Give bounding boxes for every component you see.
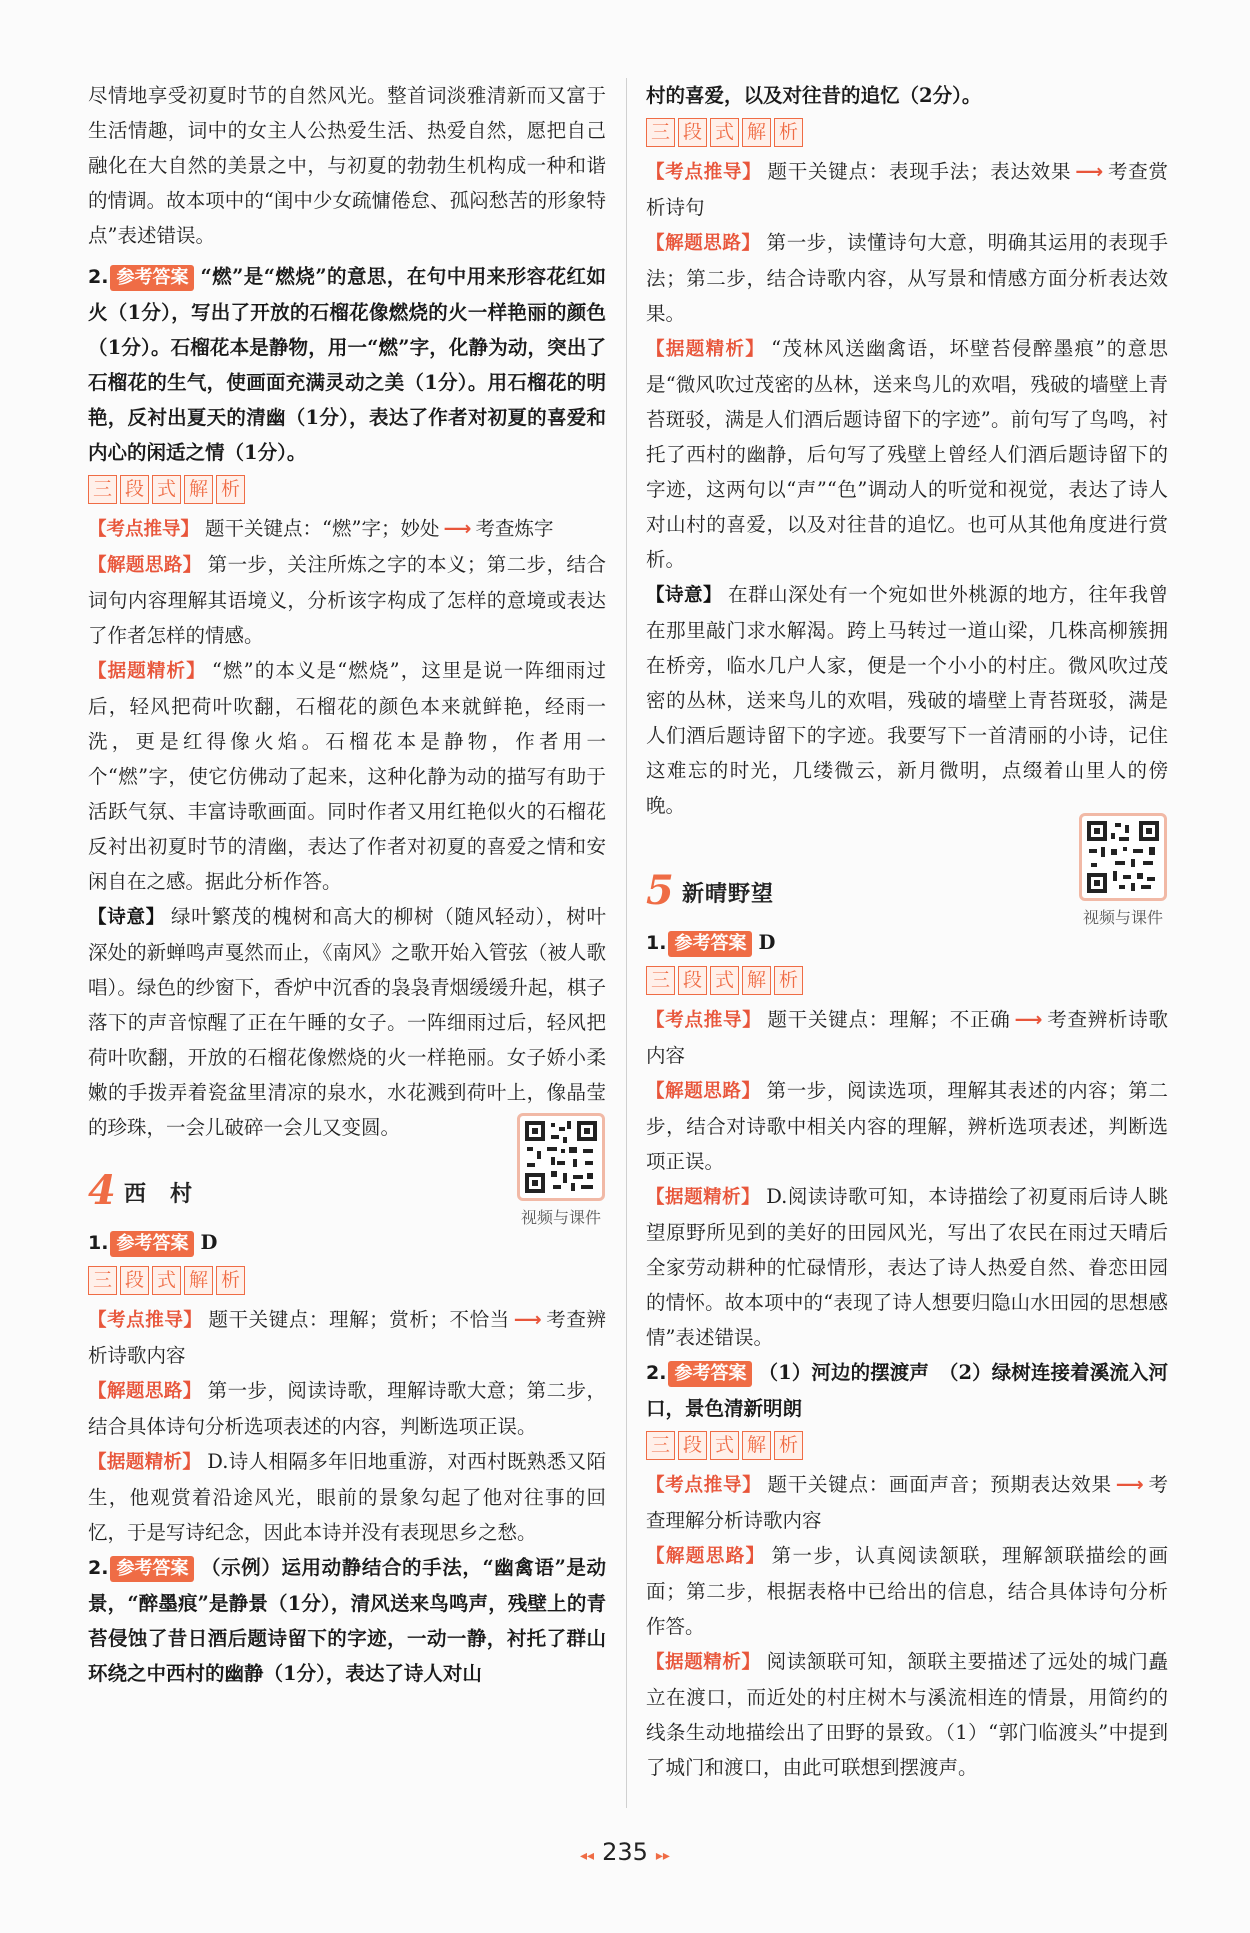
three-step-analysis-badge: 三 段 式 解 析 [88,475,606,504]
section-number: 4 [88,1167,116,1214]
s4-q2-jingxi: 【据题精析】 “茂林风送幽禽语，坏壁苔侵醉墨痕”的意思是“微风吹过茂密的丛林，送来鸟儿的欢唱，残破的墙壁上青苔斑驳，满是人们酒后题诗留下的字迹”。前句写了鸟鸣，衬托了西村的幽静，后句写了残壁上曾经人们酒后题诗留下的字迹，这两句以“声”“色”调动人的听觉和视觉，表达了诗人对山村的喜爱，以及对往昔的追忆。也可从其他角度进行赏析。 [646,337,1168,571]
s5-q1-jieti: 【解题思路】 第一步，阅读选项，理解其表述的内容；第二步，结合对诗歌中相关内容的理解，辨析选项表述，判断选项正误。 [646,1079,1168,1173]
qr-code-block[interactable] [516,1113,606,1228]
section-title: 新晴野望 [682,882,775,907]
s4-q2-kaodian: 【考点推导】 题干关键点：表现手法；表达效果 ⟶ 考查赏析诗句 [646,160,1168,219]
s5-q2-jingxi: 【据题精析】 阅读颔联可知，颔联主要描述了远处的城门矗立在渡口，而近处的村庄树木与溪流相连的情景，用简约的线条生动地描绘出了田野的景致。（1）“郭门临渡头”中提到了城门和渡口，由此可联想到摆渡声。 [646,1650,1168,1779]
q2-answer: 2. 参考答案 “燃”是“燃烧”的意思，在句中用来形容花红如火（1分），写出了开放的石榴花像燃烧的火一样艳丽的颜色（1分）。石榴花本是静物，用一“燃”字，化静为动，突出了石榴花的生气，使画面充满灵动之美（1分）。用石榴花的明艳，反衬出夏天的清幽（1分），表达了作者对初夏的喜爱和内心的闲适之情（1分）。 [88,265,606,464]
s5-q1-jingxi: 【据题精析】 D.阅读诗歌可知，本诗描绘了初夏雨后诗人眺望原野所见到的美好的田园风光，写出了农民在雨过天晴后全家劳动耕种的忙碌情形，表达了诗人热爱自然、眷恋田园的情怀。故本项中的“表现了诗人想要归隐山水田园的思想感情”表述错误。 [646,1185,1168,1349]
left-chevron-icon: ◂◂ [580,1848,595,1864]
section-4-header [88,1163,606,1225]
section-5-header [646,863,1168,925]
intro-paragraph: 尽情地享受初夏时节的自然风光。整首词淡雅清新而又富于生活情趣，词中的女主人公热爱生活、热爱自然，愿把自己融化在大自然的美景之中，与初夏的勃勃生机构成一种和谐的情调。故本项中的“闺中少女疏慵倦怠、孤闷愁苦的形象特点”表述错误。 [88,84,606,247]
s5-q2-kaodian: 【考点推导】 题干关键点：画面声音；预期表达效果 ⟶ 考查理解分析诗歌内容 [646,1473,1168,1532]
q2-jingxi: 【据题精析】 “燃”的本义是“燃烧”，这里是说一阵细雨过后，轻风把荷叶吹翻，石榴花的颜色本来就鲜艳，经雨一洗，更是红得像火焰。石榴花本是静物，作者用一个“燃”字，使它仿佛动了起来，这种化静为动的描写有助于活跃气氛、丰富诗歌画面。同时作者又用红艳似火的石榴花反衬出初夏时节的清幽，表达了作者对初夏的喜爱之情和安闲自在之感。据此分析作答。 [88,659,606,893]
column-divider [626,78,627,1808]
section-number: 5 [646,867,674,914]
s5-q1-answer: 1. 参考答案 D [646,925,1168,961]
s5-q2-answer: 2. 参考答案 （1）河边的摆渡声 （2）绿树连接着溪流入河口，景色清新明朗 [646,1361,1168,1420]
answer-tag: 参考答案 [110,1556,194,1582]
arrow-icon: ⟶ [1014,1008,1043,1031]
qr-code-icon[interactable] [517,1113,605,1201]
s4-q1-jingxi: 【据题精析】 D.诗人相隔多年旧地重游，对西村既熟悉又陌生，他观赏着沿途风光，眼前的景象勾起了他对往事的回忆，于是写诗纪念，因此本诗并没有表现思乡之愁。 [88,1450,606,1544]
arrow-icon: ⟶ [513,1308,542,1331]
qr-code-icon[interactable] [1079,813,1167,901]
right-chevron-icon: ▸▸ [655,1848,670,1864]
arrow-icon: ⟶ [1075,160,1104,183]
three-step-analysis-badge: 三 段 式 解 析 [646,966,1168,995]
section-title: 西 村 [124,1182,194,1207]
right-column [646,78,1168,1785]
three-step-analysis-badge: 三 段 式 解 析 [88,1266,606,1295]
arrow-icon: ⟶ [1115,1473,1144,1496]
q2-shiyi: 【诗意】 绿叶繁茂的槐树和高大的柳树（随风轻动），树叶深处的新蝉鸣声戛然而止，《南风》之歌开始入管弦（被人歌唱）。绿色的纱窗下，香炉中沉香的袅袅青烟缓缓升起，棋子落下的声音惊醒了正在午睡的女子。一阵细雨过后，轻风把荷叶吹翻，开放的石榴花像燃烧的火一样艳丽。女子娇小柔嫩的手拨弄着瓷盆里清凉的泉水，水花溅到荷叶上，像晶莹的珍珠，一会儿破碎一会儿又变圆。 [88,905,606,1139]
answer-tag: 参考答案 [668,1361,752,1387]
s4-q2-jieti: 【解题思路】 第一步，读懂诗句大意，明确其运用的表现手法；第二步，结合诗歌内容，从写景和情感方面分析表达效果。 [646,231,1168,325]
s4-q1-jieti: 【解题思路】 第一步，阅读诗歌，理解诗歌大意；第二步，结合具体诗句分析选项表述的内容，判断选项正误。 [88,1379,606,1438]
qr-caption: 视频与课件 [520,1208,601,1227]
s4-q1-kaodian: 【考点推导】 题干关键点：理解；赏析；不恰当 ⟶ 考查辨析诗歌内容 [88,1308,606,1367]
q2-kaodian: 【考点推导】 题干关键点：“燃”字；妙处 ⟶ 考查炼字 [88,517,554,540]
s4-shiyi: 【诗意】 在群山深处有一个宛如世外桃源的地方，往年我曾在那里敲门求水解渴。跨上马转过一道山梁，几株高柳簇拥在桥旁，临水几户人家，便是一个小小的村庄。微风吹过茂密的丛林，送来鸟儿的欢唱，残破的墙壁上青苔斑驳，满是人们酒后题诗留下的字迹。我要写下一首清丽的小诗，记住这难忘的时光，几缕微云，新月微明，点缀着山里人的傍晚。 [646,583,1168,817]
three-step-analysis-badge: 三 段 式 解 析 [646,1431,1168,1460]
s4-q2-answer: 2. 参考答案 （示例）运用动静结合的手法，“幽禽语”是动景，“醉墨痕”是静景（1分），清风送来鸟鸣声，残壁上的青苔侵蚀了昔日酒后题诗留下的字迹，一动一静，衬托了群山环绕之中西村的幽静（1分），表达了诗人对山 [88,1556,606,1685]
question-number: 2. [88,266,109,288]
s5-q2-jieti: 【解题思路】 第一步，认真阅读颔联，理解颔联描绘的画面；第二步，根据表格中已给出的信息，结合具体诗句分析作答。 [646,1544,1168,1638]
answer-tag: 参考答案 [110,1231,194,1257]
q2-jieti: 【解题思路】 第一步，关注所炼之字的本义；第二步，结合词句内容理解其语境义，分析该字构成了怎样的意境或表达了作者怎样的情感。 [88,553,606,647]
answer-tag: 参考答案 [110,265,194,291]
s4-q2-answer-continued: 村的喜爱，以及对往昔的追忆（2分）。 [646,84,982,107]
left-column [88,78,606,1691]
arrow-icon: ⟶ [443,517,472,540]
s4-q1-answer: 1. 参考答案 D [88,1225,606,1261]
qr-code-block[interactable] [1078,813,1168,928]
answer-tag: 参考答案 [668,931,752,957]
s5-q1-kaodian: 【考点推导】 题干关键点：理解；不正确 ⟶ 考查辨析诗歌内容 [646,1008,1168,1067]
qr-caption: 视频与课件 [1082,908,1163,927]
page-number: ◂◂ 235 ▸▸ [580,1838,670,1866]
three-step-analysis-badge: 三 段 式 解 析 [646,118,1168,147]
